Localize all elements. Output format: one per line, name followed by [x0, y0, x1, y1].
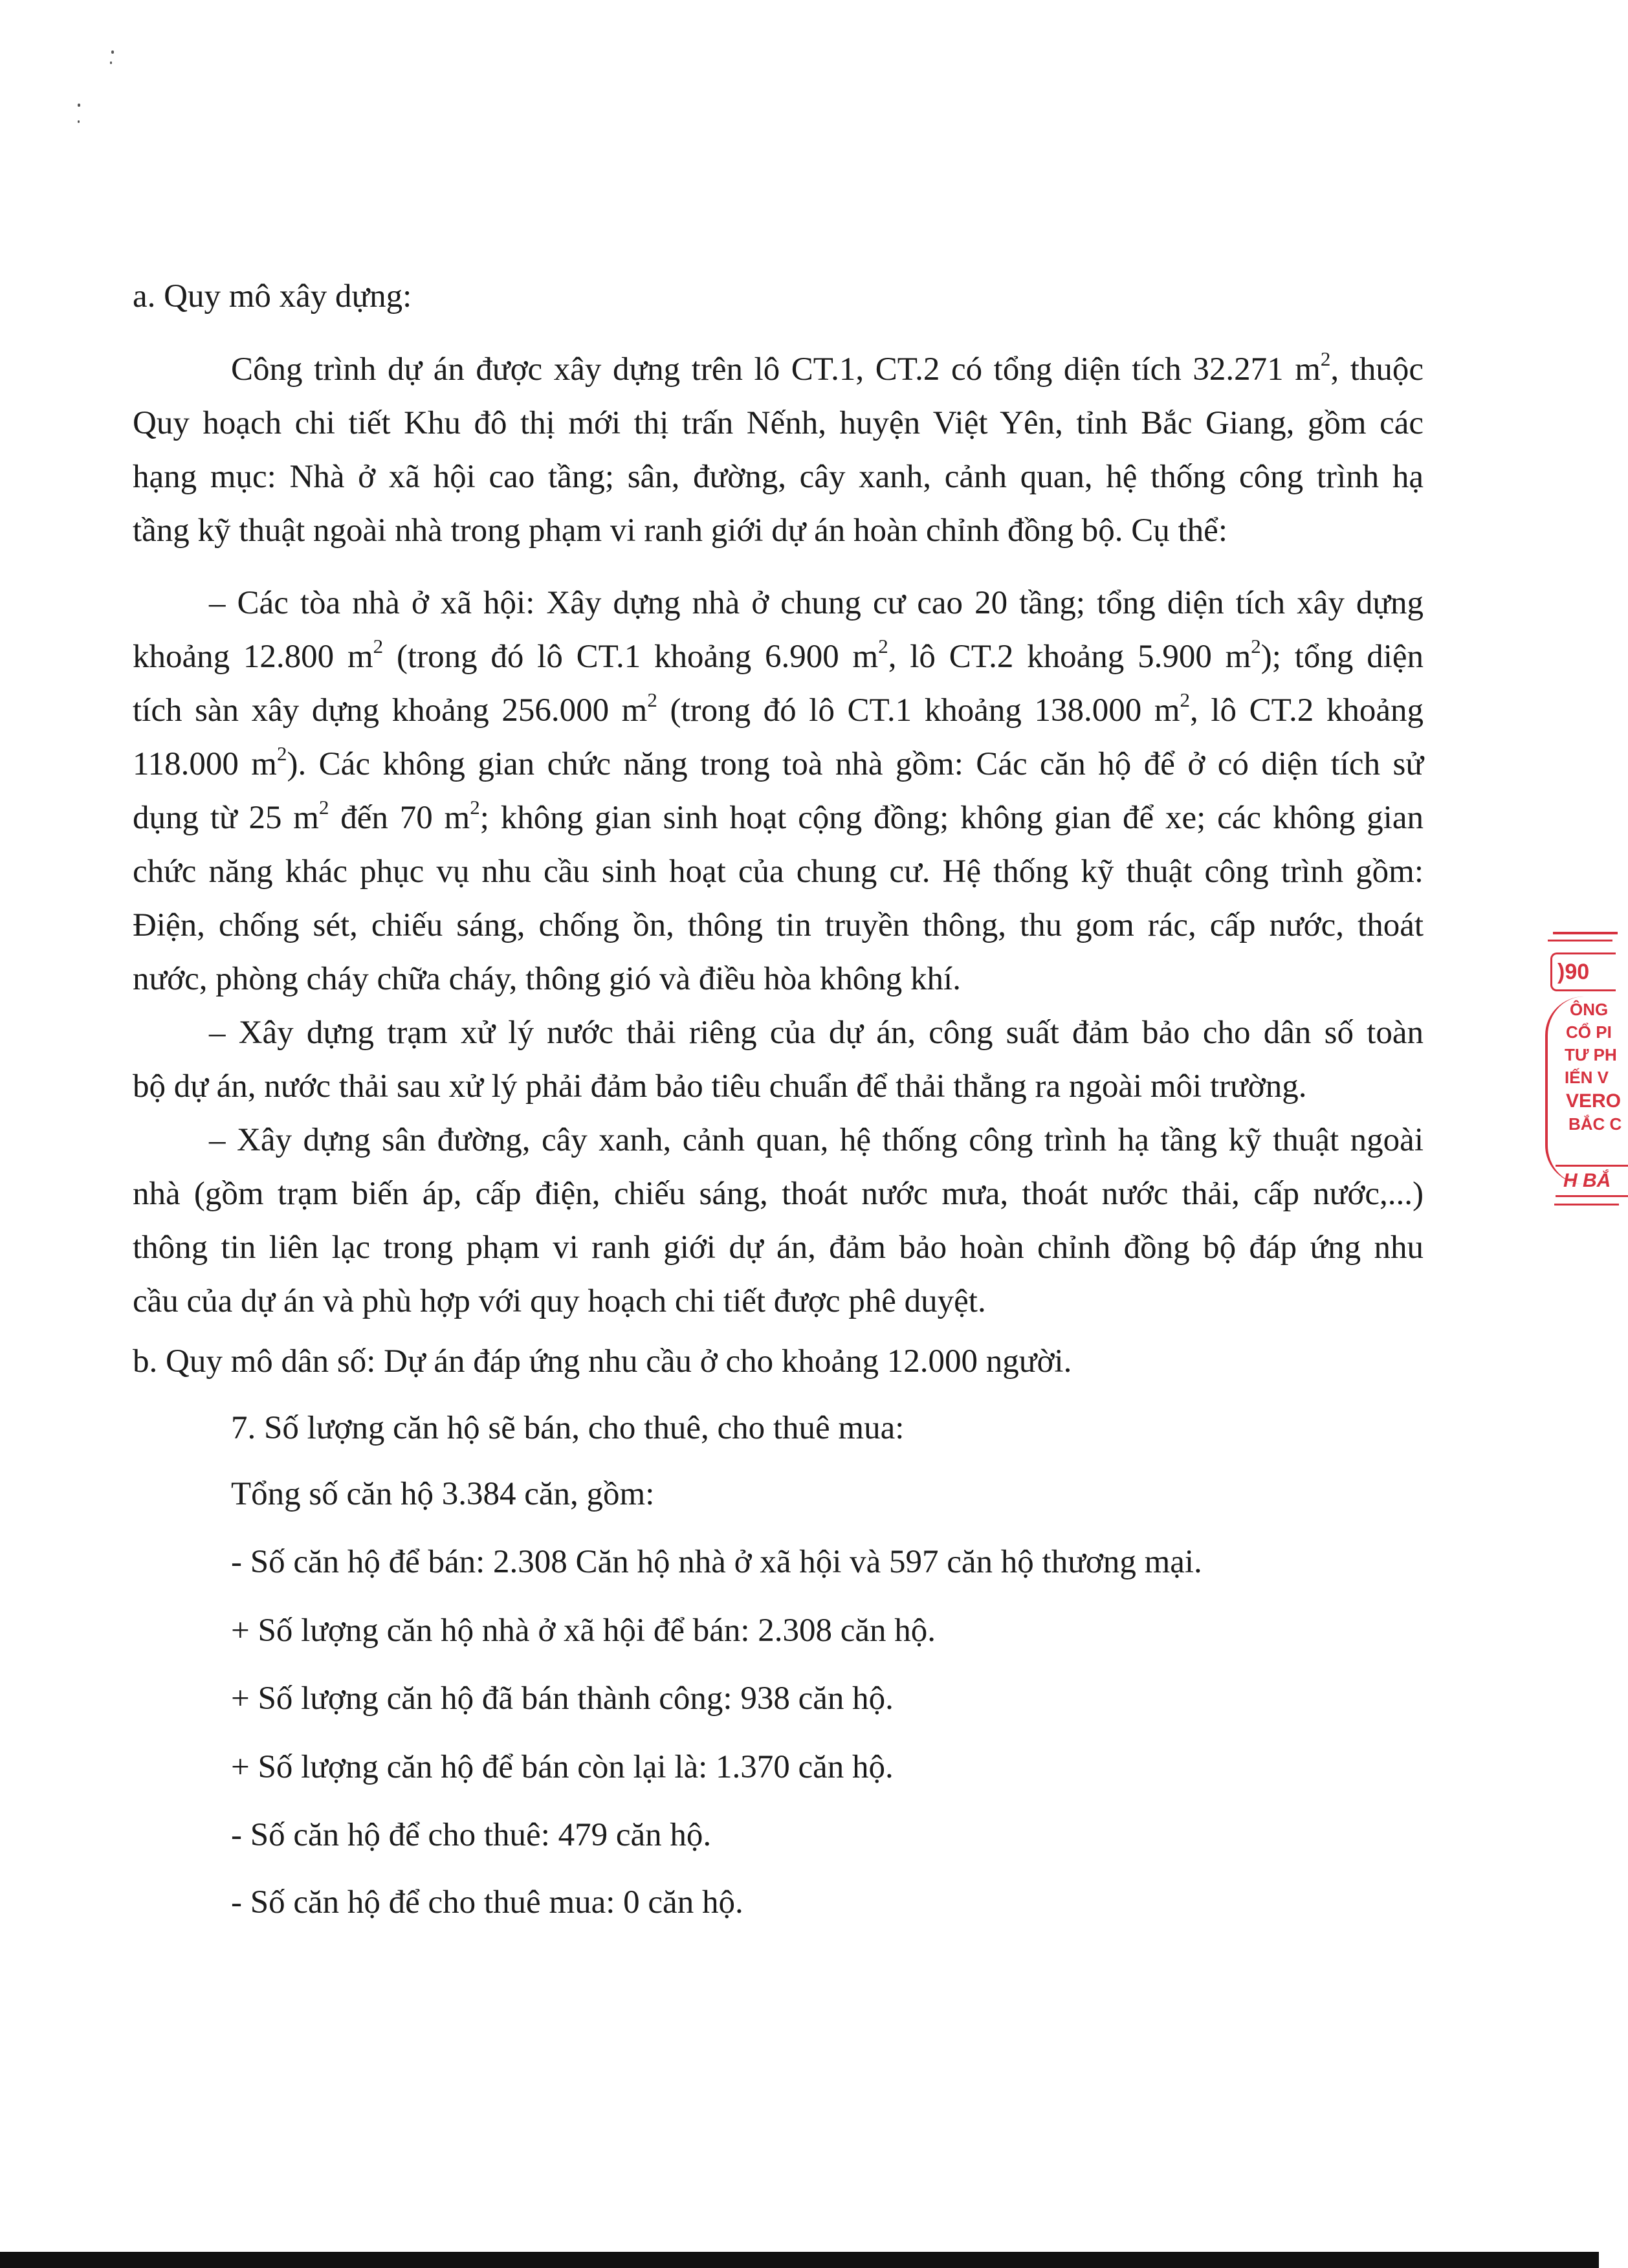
stamp-name: H BẮ	[1556, 1165, 1628, 1197]
bullet-wastewater-line: bộ dự án, nước thải sau xử lý phải đảm bảo tiêu chuẩn để thải thẳng ra ngoài môi trường.	[133, 1068, 1307, 1105]
apartment-item: - Số căn hộ để bán: 2.308 Căn hộ nhà ở xã hội và 597 căn hộ thương mại.	[231, 1544, 1202, 1580]
bullet-residential-line: khoảng 12.800 $m^2$ (trong đó lô CT.1 khoảng 6.900 $m^2$, lô CT.2 khoảng 5.900 $m^2$); tổng diện	[133, 635, 1424, 675]
section-a-intro-line: tầng kỹ thuật ngoài nhà trong phạm vi ranh giới dự án hoàn chỉnh đồng bộ. Cụ thể:	[133, 512, 1227, 549]
stamp-text: IẾN V	[1565, 1068, 1609, 1087]
section-b-population: b. Quy mô dân số: Dự án đáp ứng nhu cầu ở cho khoảng 12.000 người.	[133, 1343, 1072, 1380]
stamp-code: )90	[1550, 952, 1616, 991]
bullet-residential-line: – Các tòa nhà ở xã hội: Xây dựng nhà ở chung cư cao 20 tầng; tổng diện tích xây dựng	[209, 585, 1424, 621]
section-a-intro-line: hạng mục: Nhà ở xã hội cao tầng; sân, đường, cây xanh, cảnh quan, hệ thống công trình hạ	[133, 459, 1424, 495]
scan-bottom-edge	[0, 2252, 1599, 2268]
stamp-text: VERO	[1566, 1090, 1622, 1112]
scan-speck	[78, 104, 80, 107]
apartment-item: + Số lượng căn hộ để bán còn lại là: 1.370 căn hộ.	[231, 1749, 894, 1785]
company-seal-stamp	[1545, 932, 1622, 1236]
bullet-infrastructure-line: thông tin liên lạc trong phạm vi ranh giới dự án, đảm bảo hoàn chỉnh đồng bộ đáp ứng nhu	[133, 1229, 1424, 1266]
stamp-text: ÔNG	[1570, 1000, 1609, 1019]
scan-speck	[111, 50, 114, 54]
apartment-item: + Số lượng căn hộ nhà ở xã hội để bán: 2.308 căn hộ.	[231, 1613, 936, 1649]
bullet-wastewater-line: – Xây dựng trạm xử lý nước thải riêng của dự án, công suất đảm bảo cho dân số toàn	[209, 1015, 1424, 1051]
stamp-text: BẮC C	[1568, 1114, 1622, 1134]
stamp-text: CỔ PI	[1566, 1022, 1612, 1042]
bullet-infrastructure-line: – Xây dựng sân đường, cây xanh, cảnh quan, hệ thống công trình hạ tầng kỹ thuật ngoài	[209, 1122, 1424, 1158]
apartment-item: + Số lượng căn hộ đã bán thành công: 938 căn hộ.	[231, 1680, 894, 1717]
apartment-item: - Số căn hộ để cho thuê: 479 căn hộ.	[231, 1817, 712, 1853]
bullet-residential-line: tích sàn xây dựng khoảng 256.000 $m^2$ (trong đó lô CT.1 khoảng 138.000 $m^2$, lô CT.2 khoảng	[133, 688, 1424, 729]
section-7-heading: 7. Số lượng căn hộ sẽ bán, cho thuê, cho thuê mua:	[231, 1410, 905, 1446]
apartment-total: Tổng số căn hộ 3.384 căn, gồm:	[231, 1476, 655, 1512]
bullet-residential-line: Điện, chống sét, chiếu sáng, chống ồn, thông tin truyền thông, thu gom rác, cấp nước, thoát	[133, 907, 1424, 943]
stamp-border	[1553, 932, 1618, 934]
scan-speck	[78, 120, 80, 123]
bullet-infrastructure-line: cầu của dự án và phù hợp với quy hoạch chi tiết được phê duyệt.	[133, 1283, 986, 1319]
apartment-item: - Số căn hộ để cho thuê mua: 0 căn hộ.	[231, 1884, 743, 1921]
bullet-residential-line: 118.000 $m^2$). Các không gian chức năng trong toà nhà gồm: Các căn hộ để ở có diện tích sử	[133, 742, 1424, 782]
stamp-border	[1554, 1204, 1619, 1206]
section-a-intro-line: Quy hoạch chi tiết Khu đô thị mới thị trấn Nếnh, huyện Việt Yên, tỉnh Bắc Giang, gồm các	[133, 405, 1424, 441]
scan-speck	[110, 61, 112, 64]
stamp-border	[1548, 940, 1612, 941]
bullet-infrastructure-line: nhà (gồm trạm biến áp, cấp điện, chiếu sáng, thoát nước mưa, thoát nước thải, cấp nước,...)	[133, 1176, 1424, 1212]
bullet-residential-line: dụng từ 25 $m^2$ đến 70 $m^2$; không gian sinh hoạt cộng đồng; không gian để xe; các không gian	[133, 796, 1424, 836]
stamp-text: TƯ PH	[1565, 1045, 1617, 1064]
section-a-intro-line: Công trình dự án được xây dựng trên lô CT.1, CT.2 có tổng diện tích 32.271 $m^2$, thuộc	[231, 347, 1424, 388]
bullet-residential-line: chức năng khác phục vụ nhu cầu sinh hoạt của chung cư. Hệ thống kỹ thuật công trình gồm:	[133, 853, 1424, 890]
bullet-residential-line: nước, phòng cháy chữa cháy, thông gió và điều hòa không khí.	[133, 961, 961, 997]
section-a-heading: a. Quy mô xây dựng:	[133, 278, 412, 314]
